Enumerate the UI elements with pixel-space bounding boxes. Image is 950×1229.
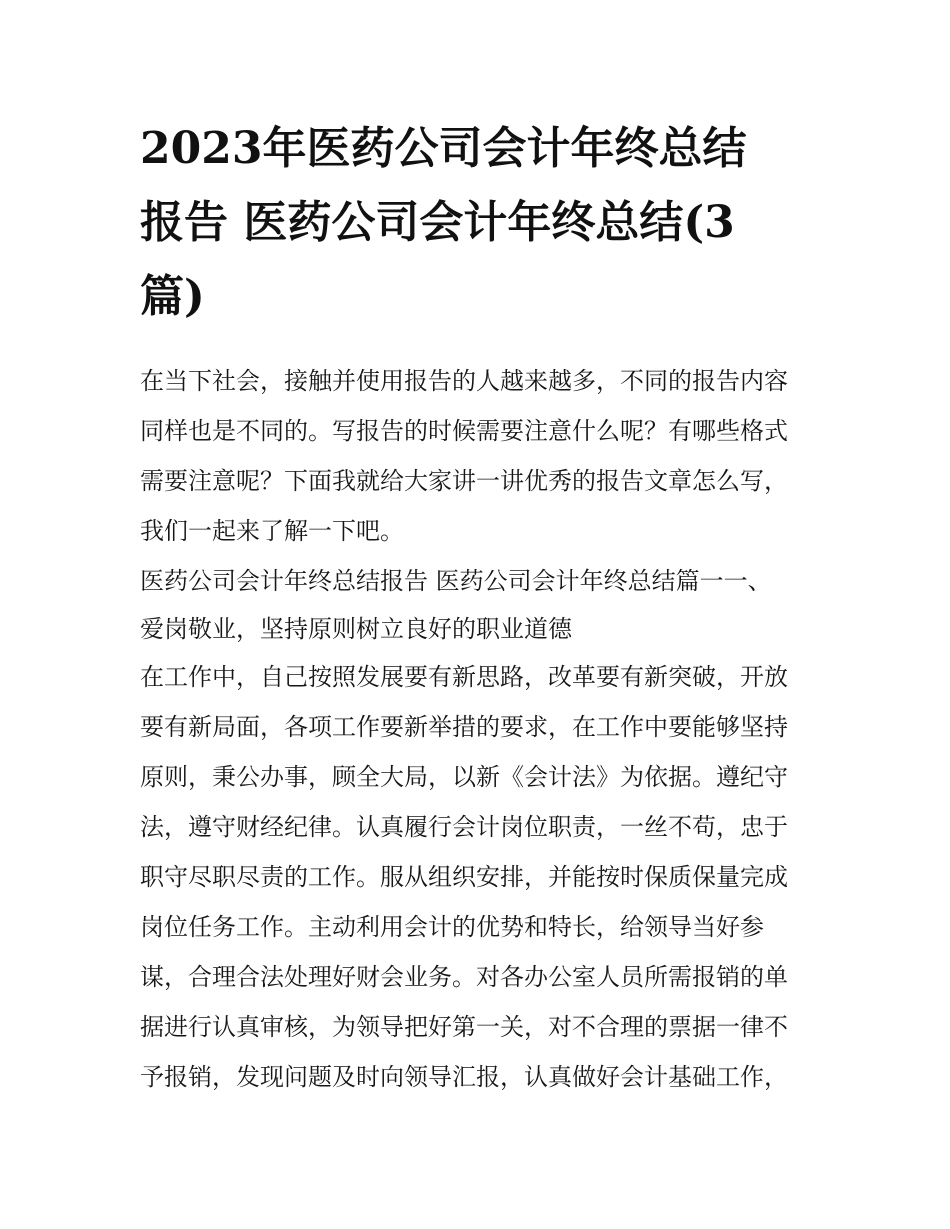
body-line: 法，遵守财经纪律。认真履行会计岗位职责，一丝不苟，忠于 (140, 813, 788, 841)
body-line: 同样也是不同的。写报告的时候需要注意什么呢？有哪些格式 (140, 417, 788, 445)
body-line: 在工作中，自己按照发展要有新思路，改革要有新突破，开放 (140, 663, 788, 691)
section-heading-line: 医药公司会计年终总结报告 医药公司会计年终总结篇一一、 (140, 567, 772, 595)
document-title (140, 112, 810, 334)
body-line: 需要注意呢？下面我就给大家讲一讲优秀的报告文章怎么写， (140, 467, 788, 495)
body-line: 予报销，发现问题及时向领导汇报，认真做好会计基础工作， (140, 1063, 788, 1091)
document-body (140, 356, 820, 1102)
title-line: 2023年医药公司会计年终总结 (140, 123, 747, 174)
body-line: 岗位任务工作。主动利用会计的优势和特长，给领导当好参 (140, 913, 764, 941)
body-line: 谋，合理合法处理好财会业务。对各办公室人员所需报销的单 (140, 963, 788, 991)
section-heading-line: 爱岗敬业，坚持原则树立良好的职业道德 (140, 615, 572, 643)
body-line: 我们一起来了解一下吧。 (140, 517, 404, 545)
body-line: 在当下社会，接触并使用报告的人越来越多，不同的报告内容 (140, 367, 788, 395)
body-line: 要有新局面，各项工作要新举措的要求，在工作中要能够坚持 (140, 713, 788, 741)
body-line: 职守尽职尽责的工作。服从组织安排，并能按时保质保量完成 (140, 863, 788, 891)
body-line: 原则，秉公办事，顾全大局，以新《会计法》为依据。遵纪守 (140, 763, 788, 791)
title-line: 篇) (140, 271, 205, 322)
body-line: 据进行认真审核，为领导把好第一关，对不合理的票据一律不 (140, 1013, 788, 1041)
title-line: 报告 医药公司会计年终总结(3 (140, 197, 735, 248)
